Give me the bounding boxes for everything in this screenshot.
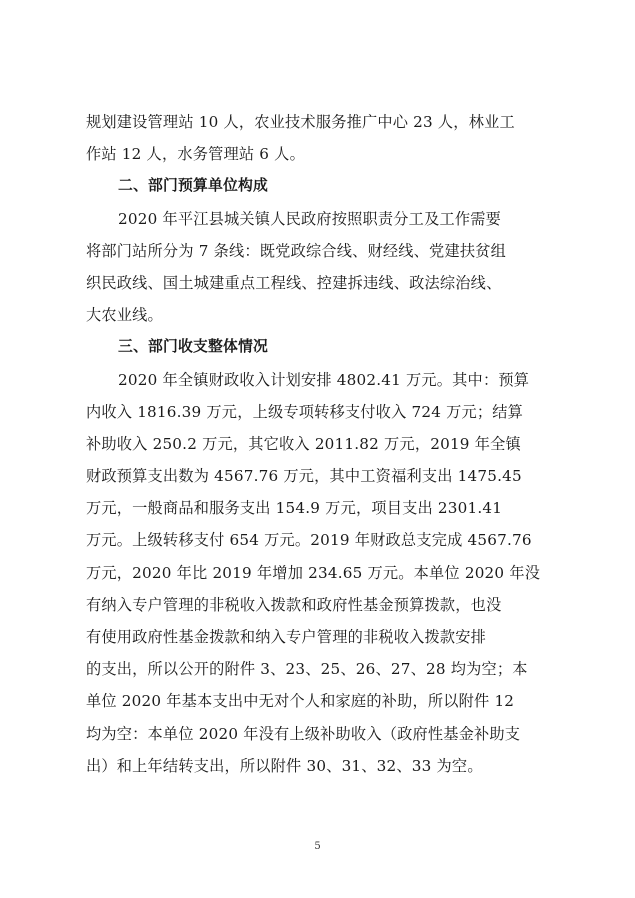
text-line: 补助收入 250.2 万元，其它收入 2011.82 万元，2019 年全镇 [86, 434, 521, 453]
text-line: 内收入 1816.39 万元，上级专项转移支付收入 724 万元；结算 [86, 402, 524, 421]
text-line: 将部门站所分为 7 条线：既党政综合线、财经线、党建扶贫组 [86, 241, 506, 260]
section-heading: 二、部门预算单位构成 [118, 177, 268, 195]
text-line: 均为空：本单位 2020 年没有上级补助收入（政府性基金补助支 [86, 724, 521, 743]
text-line: 织民政线、国土城建重点工程线、控建拆违线、政法综治线、 [86, 273, 502, 292]
text-line: 大农业线。 [86, 306, 163, 325]
page-number: 5 [314, 841, 321, 852]
text-line: 万元，2020 年比 2019 年增加 234.65 万元。本单位 2020 年没 [86, 563, 541, 582]
document-body [86, 106, 556, 782]
text-line: 有使用政府性基金拨款和纳入专户管理的非税收入拨款安排 [86, 628, 487, 646]
text-line: 万元。上级转移支付 654 万元。2019 年财政总支完成 4567.76 [86, 531, 532, 550]
text-line: 财政预算支出数为 4567.76 万元，其中工资福利支出 1475.45 [86, 467, 522, 486]
text-line: 出）和上年结转支出，所以附件 30、31、32、33 为空。 [86, 756, 483, 775]
text-line: 规划建设管理站 10 人，农业技术服务推广中心 23 人，林业工 [86, 113, 515, 131]
text-line: 作站 12 人，水务管理站 6 人。 [86, 145, 305, 164]
text-line: 2020 年全镇财政收入计划安排 4802.41 万元。其中：预算 [118, 370, 530, 389]
section-heading: 三、部门收支整体情况 [118, 338, 268, 356]
text-line: 万元，一般商品和服务支出 154.9 万元，项目支出 2301.41 [86, 499, 503, 518]
text-line: 有纳入专户管理的非税收入拨款和政府性基金预算拨款，也没 [86, 595, 502, 614]
text-line: 2020 年平江县城关镇人民政府按照职责分工及工作需要 [118, 209, 502, 228]
text-line: 单位 2020 年基本支出中无对个人和家庭的补助，所以附件 12 [86, 692, 515, 711]
text-line: 的支出，所以公开的附件 3、23、25、26、27、28 均为空；本 [86, 660, 528, 679]
